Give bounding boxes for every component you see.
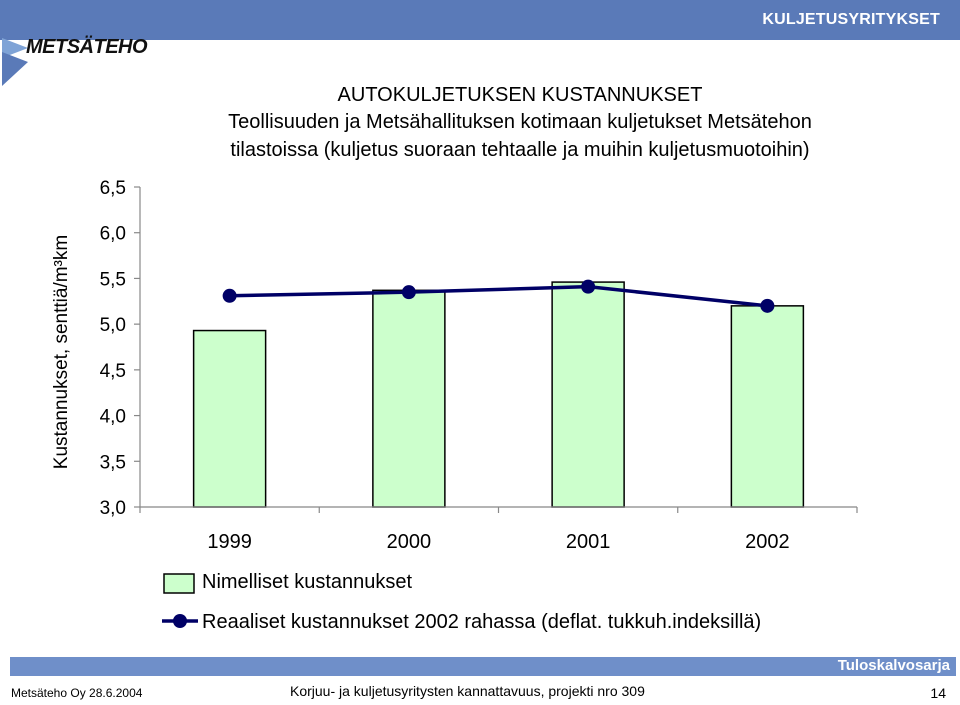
footer-project: Korjuu- ja kuljetusyritysten kannattavuus, projekti nro 309 xyxy=(290,683,645,699)
point-2000 xyxy=(402,285,416,299)
y-axis-label: Kustannukset, senttiä/m³km xyxy=(51,234,72,470)
legend-real-marker xyxy=(173,614,187,628)
point-1999 xyxy=(223,289,237,303)
y-tick-label: 5,0 xyxy=(99,315,126,337)
y-tick-label: 5,5 xyxy=(99,269,126,291)
footer-tag: Tuloskalvosarja xyxy=(837,657,950,674)
bar-1999 xyxy=(194,331,266,507)
y-tick-label: 3,5 xyxy=(99,452,126,474)
x-tick-label: 2001 xyxy=(565,531,611,553)
y-tick-label: 4,0 xyxy=(99,406,126,428)
bar-2000 xyxy=(373,290,445,507)
section-title: KULJETUSYRITYKSET xyxy=(762,11,940,28)
chart-title-line-3: tilastoissa (kuljetus suoraan tehtaalle ja muihin kuljetusmuotoihin) xyxy=(230,139,810,161)
legend-nominal-label: Nimelliset kustannukset xyxy=(202,571,413,593)
legend-nominal-swatch xyxy=(164,574,194,593)
logo-text: METSÄTEHO xyxy=(26,36,148,58)
bar-2002 xyxy=(731,306,803,507)
legend-real-label: Reaaliset kustannukset 2002 rahassa (deflat. tukkuh.indeksillä) xyxy=(202,611,762,633)
x-tick-label: 1999 xyxy=(207,531,252,553)
line-real-costs xyxy=(230,287,768,306)
point-2002 xyxy=(760,299,774,313)
bar-2001 xyxy=(552,282,624,507)
page-number: 14 xyxy=(930,685,946,701)
x-tick-label: 2000 xyxy=(386,531,432,553)
y-tick-label: 3,0 xyxy=(99,498,126,519)
footer-date: Metsäteho Oy 28.6.2004 xyxy=(11,686,143,700)
x-tick-label: 2002 xyxy=(745,531,790,553)
y-tick-label: 6,5 xyxy=(99,178,126,199)
footer-band xyxy=(10,657,956,676)
chart-title-line-2: Teollisuuden ja Metsähallituksen kotimaan kuljetukset Metsätehon xyxy=(228,111,812,133)
chart-title-line-1: AUTOKULJETUKSEN KUSTANNUKSET xyxy=(337,84,703,106)
y-tick-label: 6,0 xyxy=(99,223,126,245)
y-tick-label: 4,5 xyxy=(99,360,126,382)
point-2001 xyxy=(581,280,595,294)
